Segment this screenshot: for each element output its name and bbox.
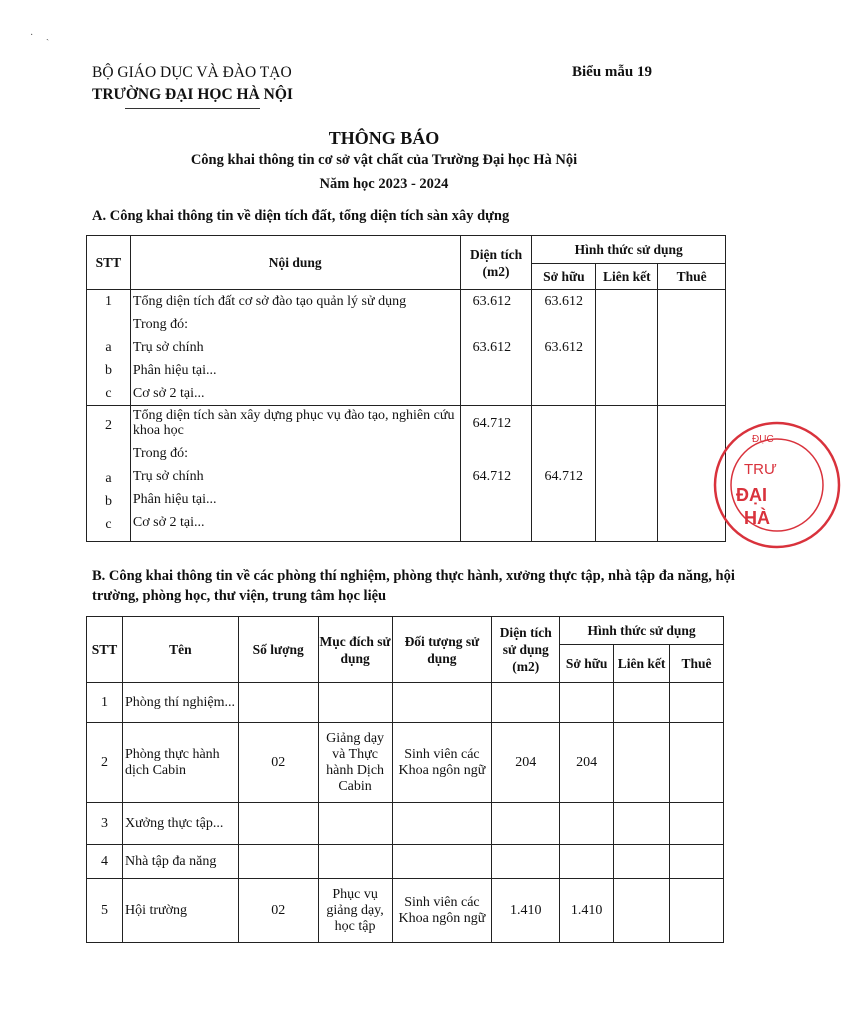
seal-text-top: ĐỤC (752, 434, 774, 445)
stt-cell: a (105, 471, 112, 486)
own-cell: 64.712 (544, 469, 583, 484)
purpose-cell (318, 803, 392, 845)
scan-specks: · ˏ (30, 30, 50, 41)
col-qty: Số lượng (238, 617, 318, 683)
stt-cell: b (104, 363, 112, 378)
stt-cell: 3 (87, 803, 123, 845)
table-row (87, 683, 724, 723)
qty-cell (238, 845, 318, 879)
target-cell (392, 683, 492, 723)
area-cell (461, 359, 532, 382)
doc-subtitle: Công khai thông tin cơ sở vật chất của Trường Đại học Hà Nội (190, 152, 578, 168)
col-target: Đối tượng sử dụng (392, 617, 492, 683)
content-cell: Trụ sở chính (132, 340, 204, 355)
stt-cell: a (105, 340, 112, 355)
area-cell (461, 442, 532, 465)
own-cell (560, 845, 614, 879)
col-usage: Hình thức sử dụng (532, 236, 726, 264)
ministry-name: BỘ GIÁO DỤC VÀ ĐÀO TẠO (92, 64, 292, 81)
school-name: TRƯỜNG ĐẠI HỌC HÀ NỘI (92, 86, 293, 103)
col-link: Liên kết (614, 645, 670, 683)
seal-text-2: ĐẠI (736, 485, 767, 505)
col-own: Sở hữu (560, 645, 614, 683)
col-usage: Hình thức sử dụng (560, 617, 724, 645)
col-stt: STT (87, 236, 131, 290)
target-cell: Sinh viên các Khoa ngôn ngữ (392, 723, 492, 803)
table-row (87, 406, 726, 542)
name-cell: Phòng thực hành dịch Cabin (122, 723, 238, 803)
area-cell: 64.712 (472, 469, 512, 484)
own-cell (532, 442, 595, 465)
col-rent: Thuê (670, 645, 724, 683)
col-purpose: Mục đích sử dụng (318, 617, 392, 683)
content-cell: Tổng diện tích đất cơ sở đào tạo quản lý sử dụng (132, 294, 407, 309)
target-cell (392, 845, 492, 879)
col-own: Sở hữu (532, 264, 596, 290)
seal-outer-ring (715, 423, 839, 547)
table-row (87, 803, 724, 845)
qty-cell: 02 (238, 723, 318, 803)
col-stt: STT (87, 617, 123, 683)
area-cell (461, 313, 532, 336)
stt-cell: 5 (87, 879, 123, 943)
own-cell: 1.410 (560, 879, 614, 943)
own-cell (560, 803, 614, 845)
school-seal (712, 420, 842, 550)
area-cell (492, 845, 560, 879)
seal-text-1: TRƯ (744, 461, 777, 478)
target-cell: Sinh viên các Khoa ngôn ngữ (392, 879, 492, 943)
stt-cell: 2 (87, 723, 123, 803)
own-cell: 63.612 (544, 294, 583, 309)
content-cell: Trong đó: (132, 446, 189, 461)
name-cell: Nhà tập đa năng (122, 845, 238, 879)
target-cell (392, 803, 492, 845)
content-cell: Trong đó: (132, 317, 189, 332)
own-cell (532, 511, 595, 534)
stt-cell (87, 444, 130, 467)
own-cell: 204 (560, 723, 614, 803)
area-cell: 64.712 (472, 416, 512, 431)
area-cell (461, 511, 532, 534)
stt-cell: 2 (104, 418, 112, 433)
purpose-cell: Phục vụ giảng dạy, học tập (318, 879, 392, 943)
own-cell (532, 359, 595, 382)
col-rent: Thuê (658, 264, 726, 290)
own-cell (532, 313, 595, 336)
col-area: Diện tích (m2) (460, 236, 532, 290)
area-cell: 63.612 (472, 294, 512, 309)
col-area: Diện tích sử dụng (m2) (492, 617, 560, 683)
content-cell: Cơ sở 2 tại... (132, 515, 205, 530)
stt-cell: 4 (87, 845, 123, 879)
content-cell: Phân hiệu tại... (132, 492, 217, 507)
own-cell (560, 683, 614, 723)
facilities-table (86, 616, 724, 943)
area-cell: 1.410 (492, 879, 560, 943)
stt-cell (87, 313, 130, 336)
qty-cell (238, 803, 318, 845)
own-cell: 63.612 (544, 340, 583, 355)
col-content: Nội dung (130, 236, 460, 290)
purpose-cell: Giảng dạy và Thực hành Dịch Cabin (318, 723, 392, 803)
section-b-heading: B. Công khai thông tin về các phòng thí nghiệm, phòng thực hành, xưởng thực tập, nhà tập đa năng, hội trường, phòng học, thư viện, trung tâm học liệu (92, 568, 735, 604)
doc-year: Năm học 2023 - 2024 (319, 176, 449, 192)
section-a-heading: A. Công khai thông tin về diện tích đất, tổng diện tích sàn xây dựng (92, 208, 510, 224)
stt-cell: c (105, 517, 112, 532)
header-left (92, 62, 293, 106)
table-row (87, 723, 724, 803)
stt-cell: 1 (87, 683, 123, 723)
name-cell: Xưởng thực tập... (122, 803, 238, 845)
col-name: Tên (122, 617, 238, 683)
table-row (87, 290, 726, 406)
area-cell (492, 803, 560, 845)
stt-cell: b (104, 494, 112, 509)
own-cell (532, 382, 595, 405)
purpose-cell (318, 845, 392, 879)
seal-text-3: HÀ (744, 508, 770, 528)
qty-cell (238, 683, 318, 723)
land-area-table (86, 235, 726, 542)
table-row (87, 879, 724, 943)
doc-title: THÔNG BÁO (328, 128, 440, 148)
table-row (87, 845, 724, 879)
content-cell: Cơ sở 2 tại... (132, 386, 205, 401)
name-cell: Hội trường (122, 879, 238, 943)
area-cell (461, 488, 532, 511)
area-cell: 204 (492, 723, 560, 803)
header-underline (125, 108, 260, 109)
qty-cell: 02 (238, 879, 318, 943)
content-cell: Phân hiệu tại... (132, 363, 217, 378)
own-cell (532, 488, 595, 511)
own-cell (532, 406, 595, 442)
stt-cell: 1 (104, 294, 112, 309)
name-cell: Phòng thí nghiệm... (122, 683, 238, 723)
content-cell: Tổng diện tích sàn xây dựng phục vụ đào tạo, nghiên cứu khoa học (132, 408, 455, 438)
stt-cell: c (105, 386, 112, 401)
form-number: Biểu mẫu 19 (572, 64, 653, 80)
area-cell (461, 382, 532, 405)
area-cell: 63.612 (472, 340, 512, 355)
area-cell (492, 683, 560, 723)
col-link: Liên kết (596, 264, 658, 290)
content-cell: Trụ sở chính (132, 469, 204, 484)
purpose-cell (318, 683, 392, 723)
